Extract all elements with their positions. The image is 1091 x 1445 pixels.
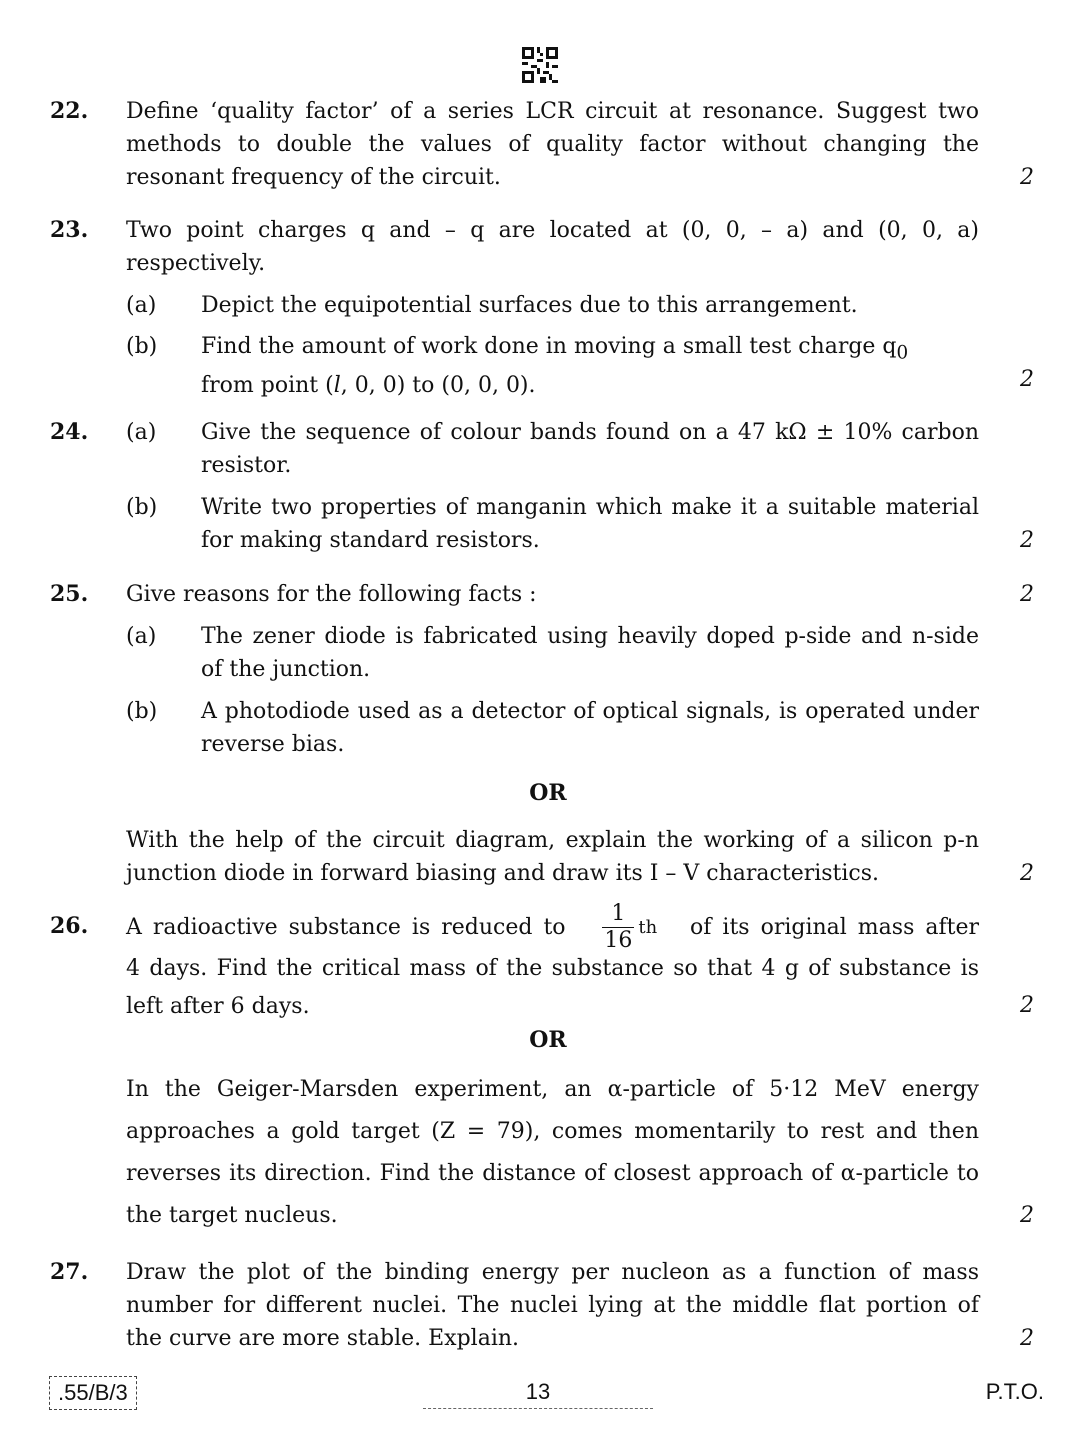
sub-part-text: A photodiode used as a detector of optical signals, is operated under reverse bias. <box>201 699 979 757</box>
marks: 2 <box>1020 861 1034 886</box>
fraction-denominator: 16 <box>604 927 633 953</box>
sub-part-label: (b) <box>126 699 158 724</box>
question-text: Two point charges q and – q are located at (0, 0, – a) and (0, 0, a) respectively. <box>126 218 979 276</box>
question-number: 25. <box>50 581 89 607</box>
variable-l: l <box>333 373 341 399</box>
qr-code-icon <box>522 47 558 83</box>
text-segment: of its original mass after <box>690 914 979 940</box>
question-number: 24. <box>50 419 89 445</box>
sub-part-label: (b) <box>126 495 158 520</box>
question-text: Draw the plot of the binding energy per nucleon as a function of mass number for different nuclei. The nuclei lying at the middle flat portion of the curve are more stable. Explain. <box>126 1260 979 1351</box>
question-text: Give reasons for the following facts : <box>126 582 537 607</box>
question-text-line <box>126 897 979 957</box>
text-segment: , 0, 0) to (0, 0, 0). <box>340 373 536 399</box>
question-text-alternative: In the Geiger-Marsden experiment, an α-particle of 5·12 MeV energy approaches a gold target (Z = 79), comes momentarily to rest and then reverses its direction. Find the distance of closest approach of α-particle to the target nucleus. <box>126 1077 979 1228</box>
or-separator: OR <box>529 1027 567 1053</box>
subscript: 0 <box>896 342 909 364</box>
question-number: 26. <box>50 913 89 939</box>
question-number: 22. <box>50 98 89 124</box>
sub-part-text: Give the sequence of colour bands found on a 47 kΩ ± 10% carbon resistor. <box>201 420 979 478</box>
question-number: 23. <box>50 217 89 243</box>
marks: 2 <box>1020 1203 1034 1228</box>
fraction-superscript: th <box>638 916 658 938</box>
marks: 2 <box>1020 993 1034 1018</box>
sub-part-label: (b) <box>126 334 158 359</box>
marks: 2 <box>1020 582 1034 607</box>
fraction <box>602 900 634 953</box>
paper-code: .55/B/3 <box>49 1376 137 1410</box>
marks: 2 <box>1020 1326 1034 1351</box>
sub-part-label: (a) <box>126 624 157 649</box>
sub-part-text: Write two properties of manganin which make it a suitable material for making standard resistors. <box>201 495 979 553</box>
question-text-alternative: With the help of the circuit diagram, explain the working of a silicon p-n junction diode in forward biasing and draw its I – V characteristics. <box>126 828 979 886</box>
pto-label: P.T.O. <box>985 1379 1044 1404</box>
sub-part-text <box>201 330 979 402</box>
text-segment: from point ( <box>201 373 334 399</box>
sub-part-text: The zener diode is fabricated using heavily doped p-side and n-side of the junction. <box>201 624 979 682</box>
fraction-expression <box>598 900 658 953</box>
marks: 2 <box>1020 165 1034 190</box>
fraction-numerator: 1 <box>611 900 626 926</box>
sub-part-label: (a) <box>126 420 157 445</box>
marks: 2 <box>1020 528 1034 553</box>
marks: 2 <box>1020 367 1034 392</box>
question-number: 27. <box>50 1259 89 1285</box>
or-separator: OR <box>529 780 567 806</box>
text-segment: A radioactive substance is reduced to <box>126 914 566 940</box>
sub-part-label: (a) <box>126 293 157 318</box>
sub-part-text: Depict the equipotential surfaces due to this arrangement. <box>201 293 858 318</box>
text-segment: Find the amount of work done in moving a small test charge q <box>201 334 897 359</box>
page-number: 13 <box>423 1376 653 1409</box>
question-text: 4 days. Find the critical mass of the substance so that 4 g of substance is left after 6 days. <box>126 956 979 1019</box>
question-text: Define ‘quality factor’ of a series LCR circuit at resonance. Suggest two methods to double the values of quality factor without changing the resonant frequency of the circuit. <box>126 99 979 190</box>
